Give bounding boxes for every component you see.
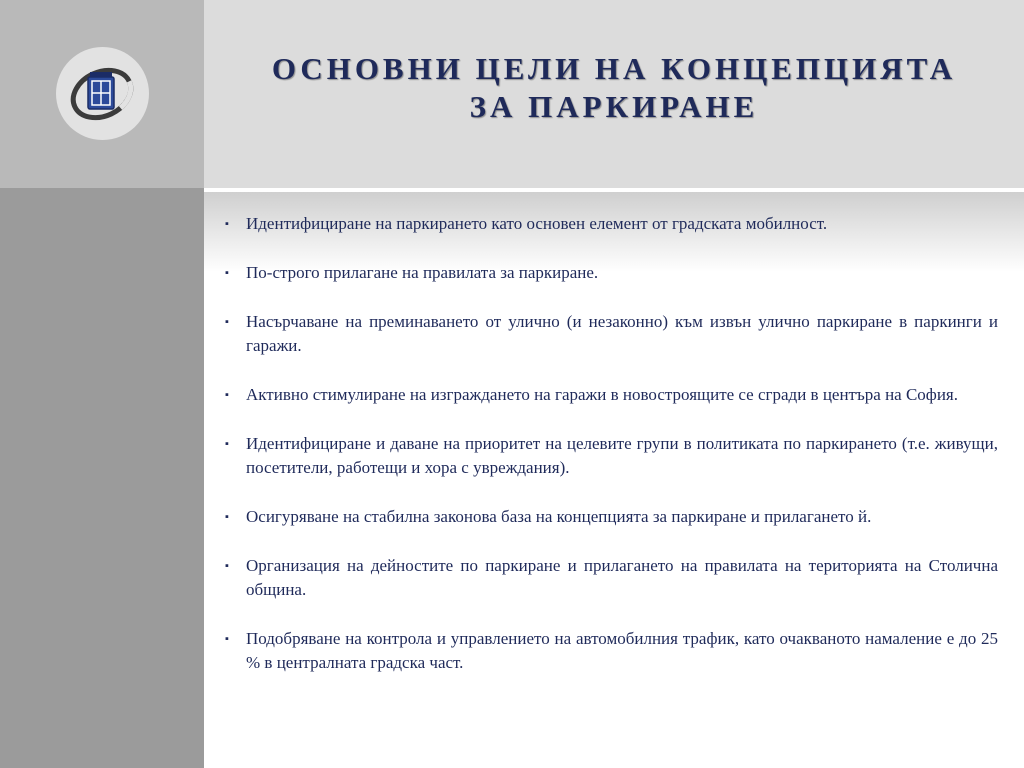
sofia-municipality-logo-icon [56, 47, 149, 140]
side-panel [0, 188, 204, 768]
bullet-marker-icon: ▪ [225, 633, 229, 645]
list-item [225, 432, 998, 480]
logo [56, 47, 149, 140]
list-item-text: По-строго прилагане на правилата за паркиране. [246, 263, 599, 282]
bullet-marker-icon: ▪ [225, 389, 229, 401]
bullet-marker-icon: ▪ [225, 267, 229, 279]
list-item-text: Организация на дейностите по паркиране и прилагането на правилата на територията на Столична община. [246, 556, 998, 599]
list-item [225, 505, 998, 529]
list-item-text: Идентифициране на паркирането като основен елемент от градската мобилност. [246, 214, 828, 233]
list-item-text: Осигуряване на стабилна законова база на концепцията за паркиране и прилагането й. [246, 507, 872, 526]
list-item [225, 627, 998, 675]
list-item [225, 310, 998, 358]
bullet-marker-icon: ▪ [225, 438, 229, 450]
bullet-marker-icon: ▪ [225, 218, 229, 230]
bullet-marker-icon: ▪ [225, 316, 229, 328]
bullet-marker-icon: ▪ [225, 560, 229, 572]
list-item [225, 212, 998, 236]
list-item-text: Насърчаване на преминаването от улично (и незаконно) към извън улично паркиране в паркинги и гаражи. [246, 312, 998, 355]
list-item-text: Подобряване на контрола и управлението на автомобилния трафик, като очакваното намаление е до 25 % в централната градска част. [246, 629, 998, 672]
list-item [225, 554, 998, 602]
goals-list [225, 212, 998, 700]
list-item [225, 383, 998, 407]
list-item-text: Активно стимулиране на изграждането на гаражи в новостроящите се сгради в центъра на София. [246, 385, 958, 404]
title-line-2: ЗА ПАРКИРАНЕ [469, 89, 759, 124]
bullet-marker-icon: ▪ [225, 511, 229, 523]
list-item-text: Идентифициране и даване на приоритет на целевите групи в политиката по паркирането (т.е. живущи, посетители, работещи и хора с увреждания). [246, 434, 998, 477]
list-item [225, 261, 998, 285]
page-title [204, 50, 1024, 126]
title-line-1: ОСНОВНИ ЦЕЛИ НА КОНЦЕПЦИЯТА [271, 51, 957, 86]
